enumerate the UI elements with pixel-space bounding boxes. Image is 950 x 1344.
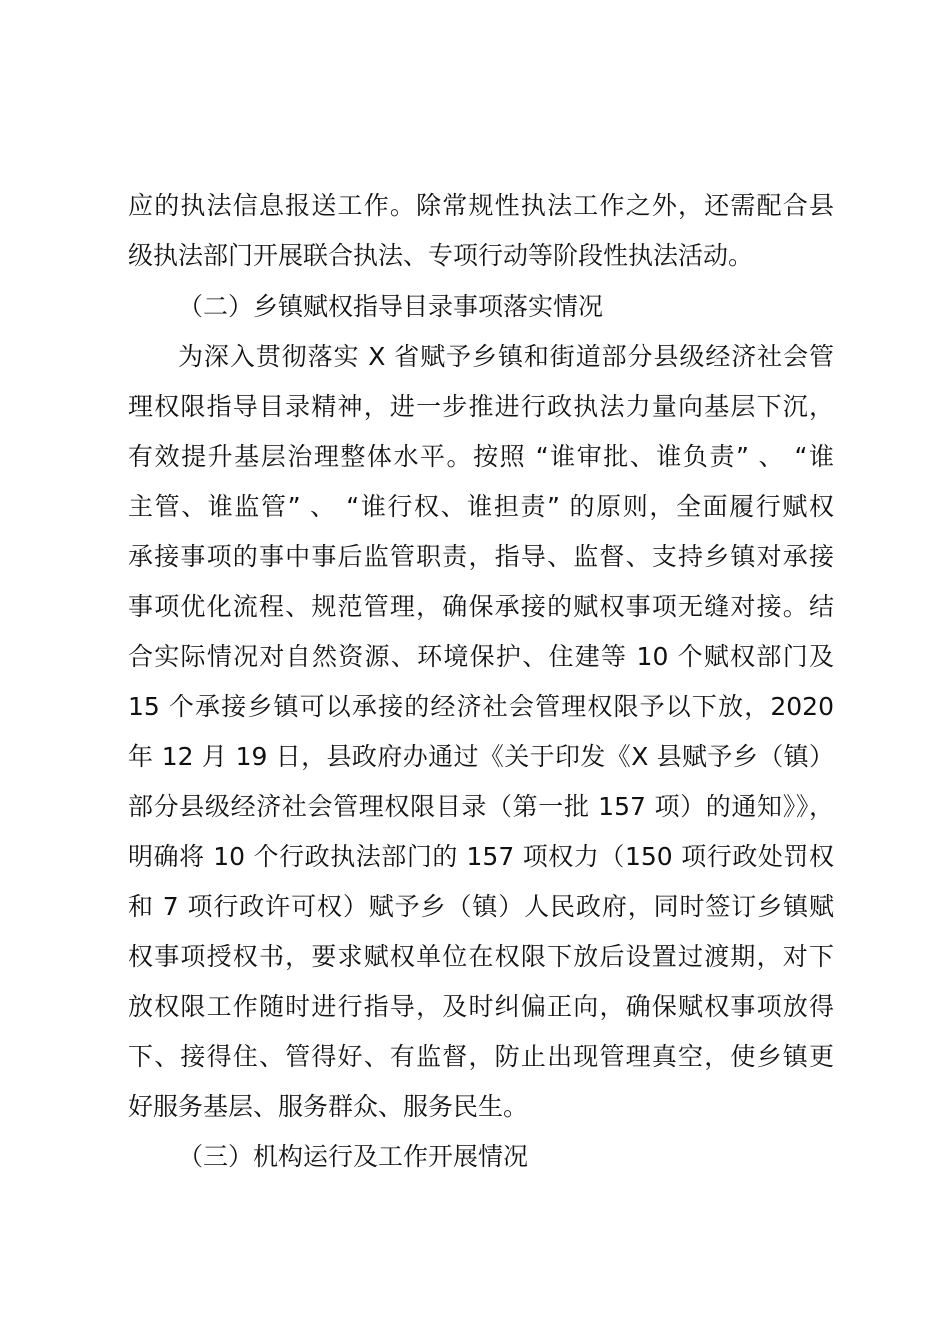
paragraph-line: 承接事项的事中事后监管职责，指导、监督、支持乡镇对承接 (128, 542, 834, 571)
section-heading-3: （三）机构运行及工作开展情况 (178, 1142, 529, 1171)
paragraph-line: 和 7 项行政许可权）赋予乡（镇）人民政府，同时签订乡镇赋 (128, 892, 834, 921)
paragraph-line: 级执法部门开展联合执法、专项行动等阶段性执法活动。 (128, 241, 754, 270)
paragraph-line: 为深入贯彻落实 X 省赋予乡镇和街道部分县级经济社会管 (178, 342, 834, 371)
paragraph-line: 事项优化流程、规范管理，确保承接的赋权事项无缝对接。结 (128, 592, 834, 621)
paragraph-line: 年 12 月 19 日，县政府办通过《关于印发《X 县赋予乡（镇） (128, 742, 834, 771)
section-heading-2: （二）乡镇赋权指导目录事项落实情况 (178, 292, 604, 321)
paragraph-line: 理权限指导目录精神，进一步推进行政执法力量向基层下沉， (128, 392, 834, 421)
paragraph-line: 应的执法信息报送工作。除常规性执法工作之外，还需配合县 (128, 191, 834, 220)
paragraph-line: 有效提升基层治理整体水平。按照 “谁审批、谁负责” 、 “谁 (128, 442, 834, 471)
paragraph-line: 明确将 10 个行政执法部门的 157 项权力（150 项行政处罚权 (128, 842, 834, 871)
paragraph-line: 权事项授权书，要求赋权单位在权限下放后设置过渡期，对下 (128, 942, 834, 971)
paragraph-line: 好服务基层、服务群众、服务民生。 (128, 1092, 529, 1121)
paragraph-line: 合实际情况对自然资源、环境保护、住建等 10 个赋权部门及 (128, 642, 834, 671)
paragraph-line: 放权限工作随时进行指导，及时纠偏正向，确保赋权事项放得 (128, 992, 834, 1021)
paragraph-line: 部分县级经济社会管理权限目录（第一批 157 项）的通知》》， (128, 792, 834, 821)
paragraph-line: 下、接得住、管得好、有监督，防止出现管理真空，使乡镇更 (128, 1042, 834, 1071)
paragraph-line: 15 个承接乡镇可以承接的经济社会管理权限予以下放，2020 (128, 692, 834, 721)
paragraph-line: 主管、谁监管” 、 “谁行权、谁担责” 的原则，全面履行赋权 (128, 492, 834, 521)
